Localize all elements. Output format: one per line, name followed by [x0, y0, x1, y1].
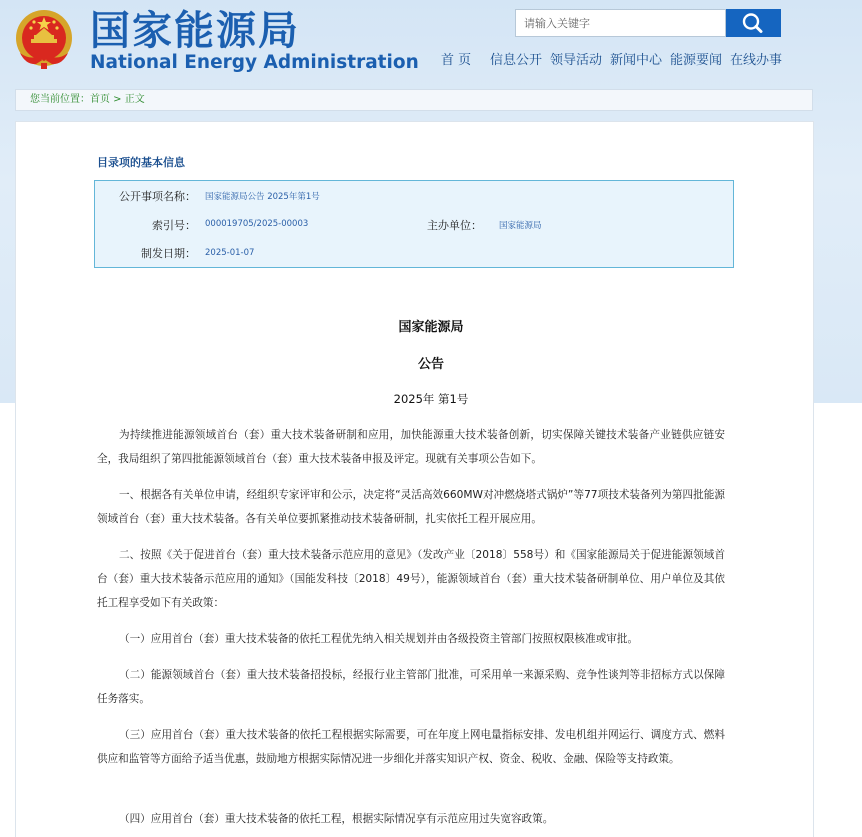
- meta-date-value: 2025-01-07: [205, 248, 255, 258]
- search-icon: [726, 9, 781, 37]
- breadcrumb-current[interactable]: 正文: [124, 94, 145, 105]
- document-paragraph-2-2: （二）能源领域首台（套）重大技术装备招投标，经报行业主管部门批准，可采用单一来源采购、竞争性谈判等非招标方式以保障任务落实。: [97, 669, 725, 705]
- document-number: 2025年 第1号: [393, 392, 469, 406]
- meta-name-label: 公开事项名称：: [119, 190, 196, 203]
- meta-index-label: 索引号：: [152, 219, 196, 232]
- meta-date-label: 制发日期：: [141, 247, 196, 260]
- meta-org-label: 主办单位：: [427, 219, 482, 232]
- document-paragraph-2-3: （三）应用首台（套）重大技术装备的依托工程根据实际需要，可在年度上网电量指标安排、发电机组并网运行、调度方式、燃料供应和监管等方面给予适当优惠，鼓励地方根据实际情况进一步细化并落实知识产权、资金、税收、金融、保险等支持政策。: [97, 729, 725, 765]
- document-type: 公告: [417, 357, 444, 372]
- meta-info-box: [94, 180, 734, 268]
- site-logo-english[interactable]: National Energy Administration: [90, 52, 419, 73]
- document-paragraph-2-4: （四）应用首台（套）重大技术装备的依托工程，根据实际情况享有示范应用过失宽容政策。: [119, 813, 554, 825]
- meta-index-value: 000019705/2025-00003: [205, 219, 309, 229]
- breadcrumb-label: 您当前位置：: [30, 94, 90, 105]
- national-emblem-icon: [14, 9, 74, 71]
- nav-home[interactable]: 首 页: [441, 53, 472, 68]
- nav-online-services[interactable]: 在线办事: [730, 53, 783, 68]
- document-paragraph-1: 一、根据各有关单位申请，经组织专家评审和公示，决定将“灵活高效660MW对冲燃烧塔式锅炉”等77项技术装备列为第四批能源领域首台（套）重大技术装备。各有关单位要抓紧推动技术装备研制，扎实依托工程开展应用。: [97, 489, 725, 525]
- breadcrumb-home[interactable]: 首页: [90, 94, 110, 105]
- document-paragraph-intro: 为持续推进能源领域首台（套）重大技术装备研制和应用，加快能源重大技术装备创新，切实保障关键技术装备产业链供应链安全，我局组织了第四批能源领域首台（套）重大技术装备申报及评定。现就有关事项公告如下。: [97, 429, 725, 465]
- site-logo-chinese[interactable]: 国家能源局: [90, 8, 300, 54]
- nav-news-center[interactable]: 新闻中心: [610, 53, 663, 68]
- meta-section-title: 目录项的基本信息: [97, 156, 185, 169]
- meta-org-value: 国家能源局: [499, 221, 542, 231]
- breadcrumb: [15, 89, 813, 111]
- document-paragraph-2: 二、按照《关于促进首台（套）重大技术装备示范应用的意见》（发改产业〔2018〕558号）和《国家能源局关于促进能源领域首台（套）重大技术装备示范应用的通知》（国能发科技〔2018〕49号），能源领域首台（套）重大技术装备研制单位、用户单位及其依托工程享受如下有关政策：: [97, 549, 725, 609]
- document-paragraph-2-1: （一）应用首台（套）重大技术装备的依托工程优先纳入相关规划并由各级投资主管部门按照权限核准或审批。: [119, 633, 639, 645]
- nav-leader-activities[interactable]: 领导活动: [550, 53, 603, 68]
- search-input[interactable]: [515, 9, 726, 37]
- nav-info-disclosure[interactable]: 信息公开: [490, 53, 543, 68]
- meta-name-value: 国家能源局公告 2025年第1号: [205, 192, 320, 202]
- breadcrumb-separator: >: [110, 94, 125, 105]
- document-issuer: 国家能源局: [398, 320, 464, 335]
- search-button[interactable]: [726, 9, 781, 37]
- nav-energy-news[interactable]: 能源要闻: [670, 53, 723, 68]
